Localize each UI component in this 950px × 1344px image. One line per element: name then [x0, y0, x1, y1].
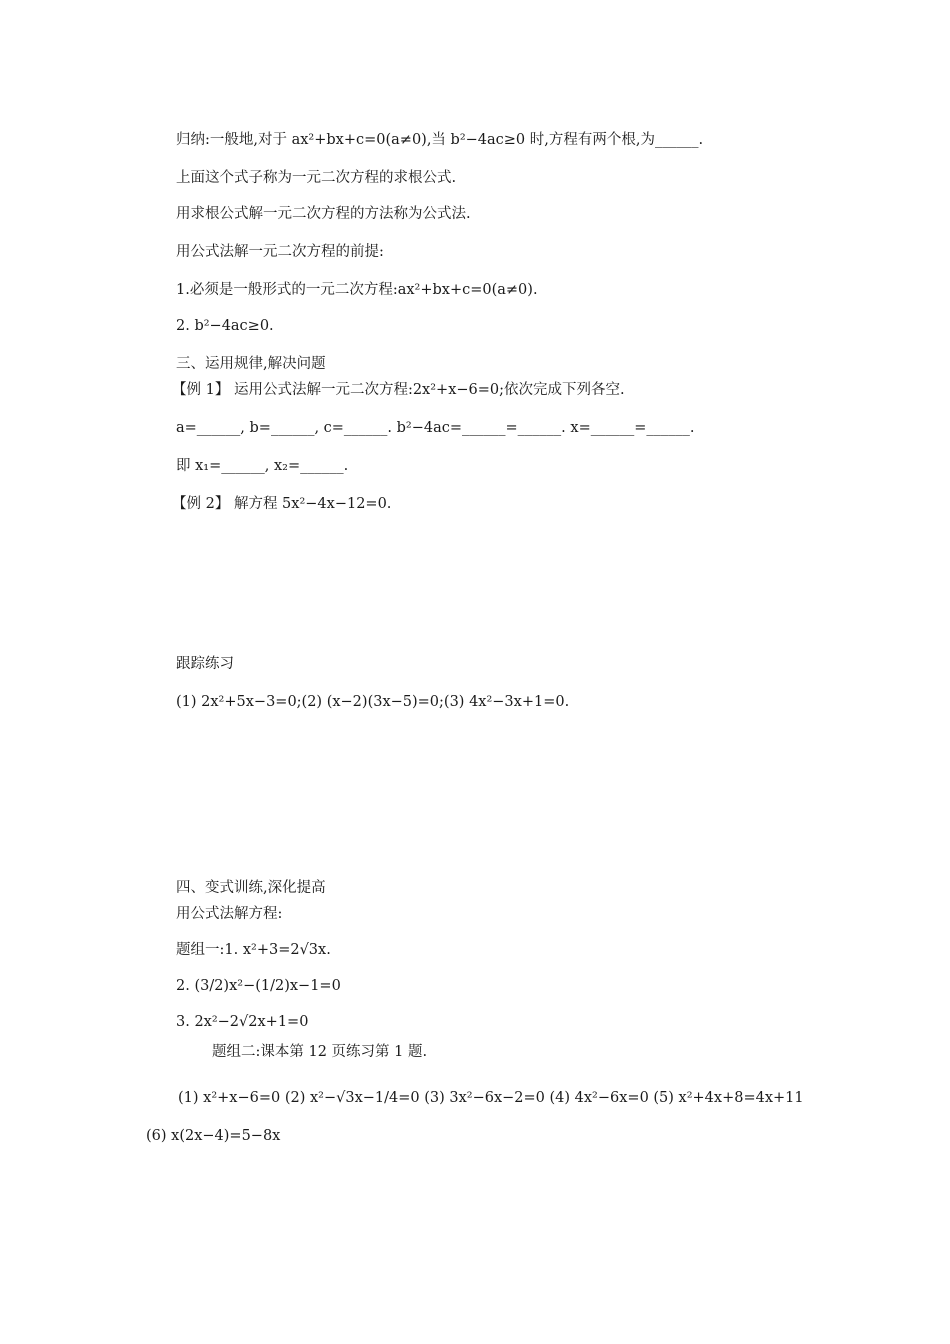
practice-heading: 跟踪练习 — [176, 656, 234, 672]
premise-1: 1.必须是一般形式的一元二次方程:ax²+bx+c=0(a≠0). — [176, 282, 538, 298]
group-2-problems: (1) x²+x−6=0 (2) x²−√3x−1/4=0 (3) 3x²−6x−2=0 (4) 4x²−6x=0 (5) x²+4x+8=4x+11 — [178, 1090, 804, 1106]
section-4-heading: 四、变式训练,深化提高 — [176, 880, 326, 896]
example-1: 【例 1】 运用公式法解一元二次方程:2x²+x−6=0;依次完成下列各空. — [172, 382, 625, 398]
group-1-item-1: 题组一:1. x²+3=2√3x. — [176, 942, 331, 958]
group-1-item-3: 3. 2x²−2√2x+1=0 — [176, 1014, 309, 1030]
premise-heading: 用公式法解一元二次方程的前提: — [176, 244, 384, 260]
premise-2: 2. b²−4ac≥0. — [176, 318, 274, 334]
instruction-line: 用公式法解方程: — [176, 906, 283, 922]
group-1-item-2: 2. (3/2)x²−(1/2)x−1=0 — [176, 978, 341, 994]
example-2: 【例 2】 解方程 5x²−4x−12=0. — [172, 496, 392, 512]
practice-problems: (1) 2x²+5x−3=0;(2) (x−2)(3x−5)=0;(3) 4x²−3x+1=0. — [176, 694, 570, 710]
formula-name-line: 上面这个式子称为一元二次方程的求根公式. — [176, 170, 457, 186]
group-2-heading: 题组二:课本第 12 页练习第 1 题. — [212, 1044, 428, 1060]
group-2-problem-6: (6) x(2x−4)=5−8x — [146, 1128, 281, 1144]
example-1-blanks: a=______, b=______, c=______. b²−4ac=______=______. x=______=______. — [176, 420, 695, 436]
summary-line: 归纳:一般地,对于 ax²+bx+c=0(a≠0),当 b²−4ac≥0 时,方程有两个根,为______. — [176, 132, 704, 148]
section-3-heading: 三、运用规律,解决问题 — [176, 356, 326, 372]
example-1-roots: 即 x₁=______, x₂=______. — [176, 458, 349, 474]
method-name-line: 用求根公式解一元二次方程的方法称为公式法. — [176, 206, 471, 222]
